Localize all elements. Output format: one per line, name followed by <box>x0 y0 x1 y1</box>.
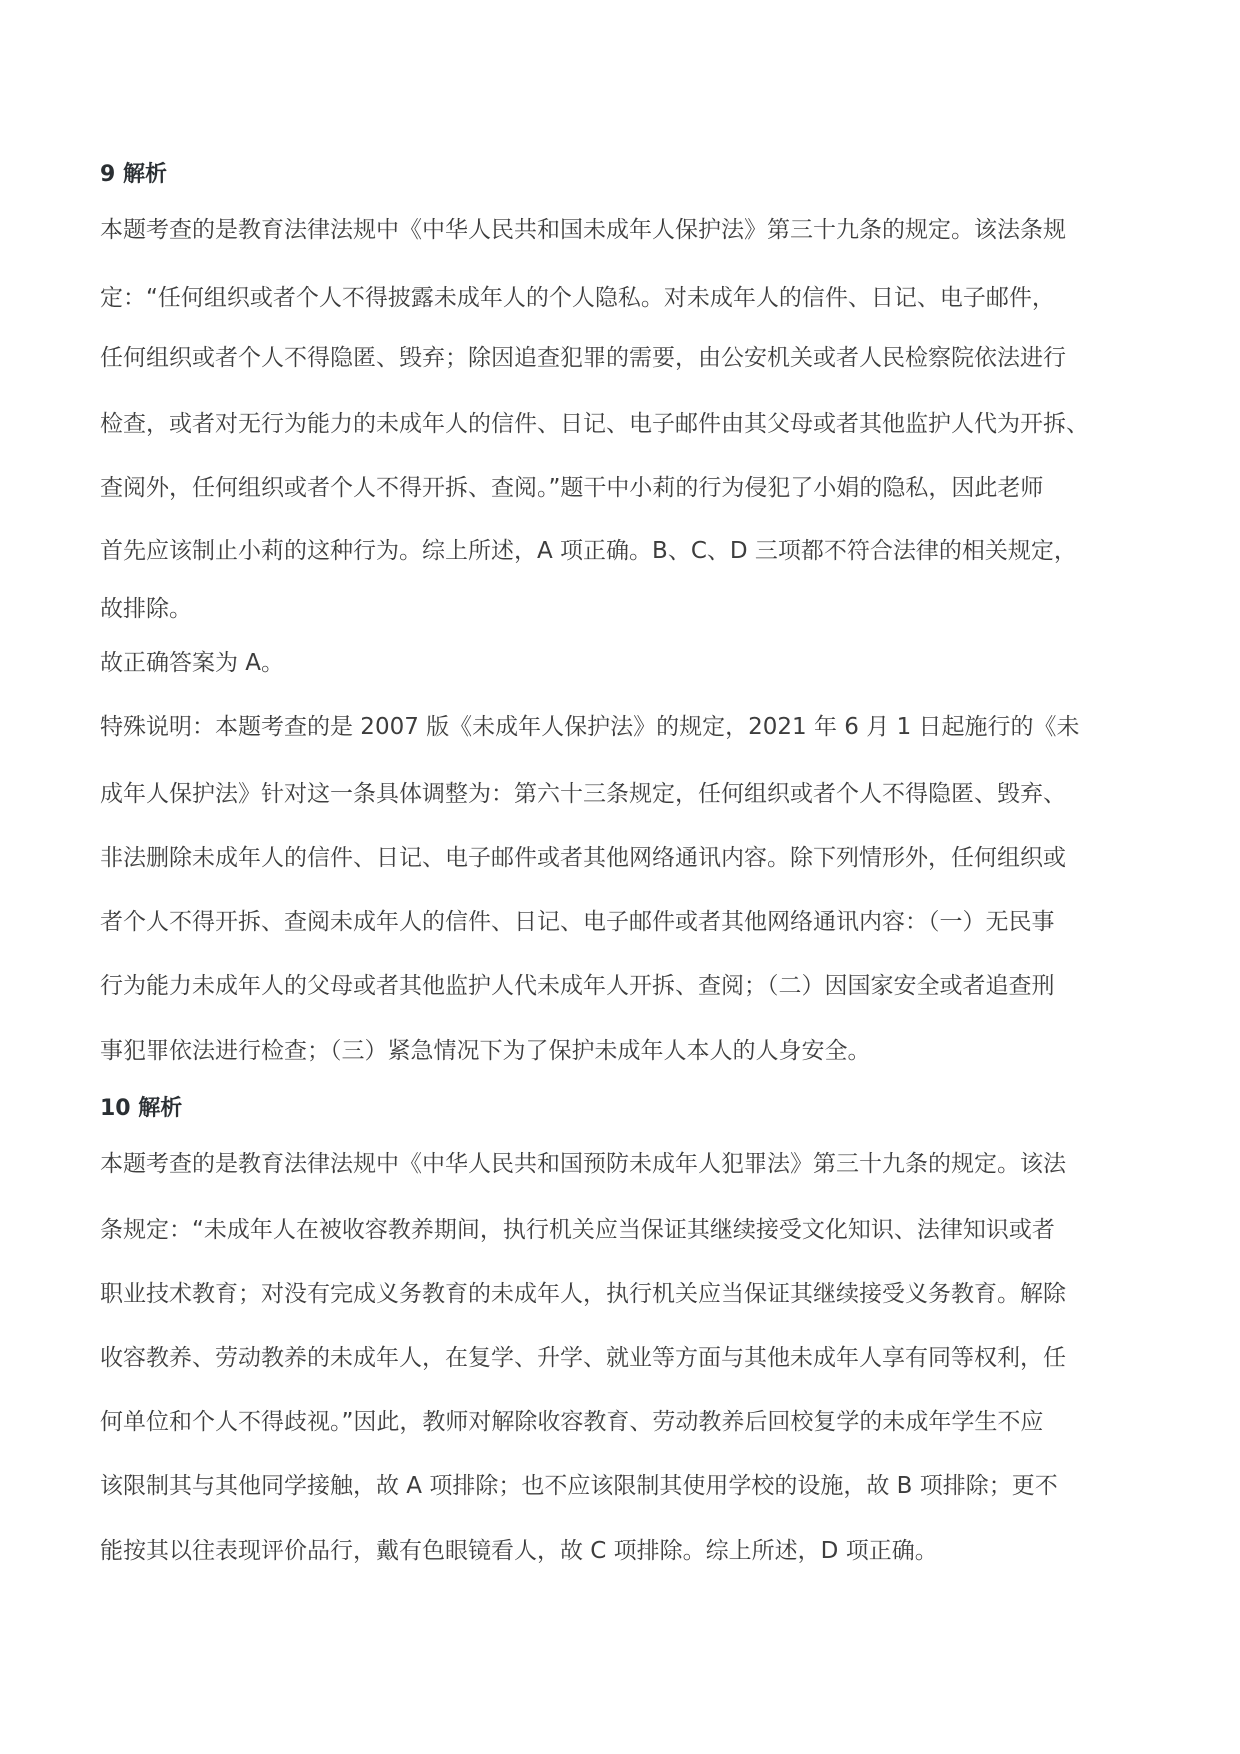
paragraph-line: 者个人不得开拆、查阅未成年人的信件、日记、电子邮件或者其他网络通讯内容：（一）无民事 <box>100 909 1055 935</box>
paragraph-line: 条规定：“未成年人在被收容教养期间，执行机关应当保证其继续接受文化知识、法律知识或者 <box>100 1217 1055 1243</box>
paragraph-line: 检查，或者对无行为能力的未成年人的信件、日记、电子邮件由其父母或者其他监护人代为开拆、 <box>100 411 1089 437</box>
paragraph-line: 收容教养、劳动教养的未成年人，在复学、升学、就业等方面与其他未成年人享有同等权利，任 <box>100 1345 1066 1371</box>
paragraph-line: 首先应该制止小莉的这种行为。综上所述，A 项正确。B、C、D 三项都不符合法律的相关规定， <box>100 538 1077 564</box>
paragraph-line: 行为能力未成年人的父母或者其他监护人代未成年人开拆、查阅；（二）因国家安全或者追查刑 <box>100 973 1055 999</box>
section-heading-10: 10 解析 <box>100 1096 183 1121</box>
paragraph-line: 职业技术教育；对没有完成义务教育的未成年人，执行机关应当保证其继续接受义务教育。解除 <box>100 1281 1066 1307</box>
paragraph-line: 查阅外，任何组织或者个人不得开拆、查阅。”题干中小莉的行为侵犯了小娟的隐私，因此老师 <box>100 475 1044 501</box>
paragraph-line: 本题考查的是教育法律法规中《中华人民共和国预防未成年人犯罪法》第三十九条的规定。该法 <box>100 1151 1066 1177</box>
paragraph-line: 本题考查的是教育法律法规中《中华人民共和国未成年人保护法》第三十九条的规定。该法条规 <box>100 217 1066 243</box>
paragraph-line: 能按其以往表现评价品行，戴有色眼镜看人，故 C 项排除。综上所述，D 项正确。 <box>100 1538 938 1564</box>
answer-line: 故正确答案为 A。 <box>100 650 285 676</box>
paragraph-line: 定：“任何组织或者个人不得披露未成年人的个人隐私。对未成年人的信件、日记、电子邮件， <box>100 285 1055 311</box>
paragraph-line: 该限制其与其他同学接触，故 A 项排除；也不应该限制其使用学校的设施，故 B 项排除；更不 <box>100 1473 1058 1499</box>
paragraph-line: 何单位和个人不得歧视。”因此，教师对解除收容教育、劳动教养后回校复学的未成年学生不应 <box>100 1409 1044 1435</box>
paragraph-line: 特殊说明：本题考查的是 2007 版《未成年人保护法》的规定，2021 年 6 月 1 日起施行的《未 <box>100 714 1080 740</box>
paragraph-line: 任何组织或者个人不得隐匿、毁弃；除因追查犯罪的需要，由公安机关或者人民检察院依法进行 <box>100 345 1066 371</box>
paragraph-line: 成年人保护法》针对这一条具体调整为：第六十三条规定，任何组织或者个人不得隐匿、毁弃、 <box>100 781 1066 807</box>
paragraph-line: 事犯罪依法进行检查；（三）紧急情况下为了保护未成年人本人的人身安全。 <box>100 1038 871 1064</box>
paragraph-line: 故排除。 <box>100 596 192 622</box>
paragraph-line: 非法删除未成年人的信件、日记、电子邮件或者其他网络通讯内容。除下列情形外，任何组织或 <box>100 845 1066 871</box>
section-heading-9: 9 解析 <box>100 162 167 187</box>
